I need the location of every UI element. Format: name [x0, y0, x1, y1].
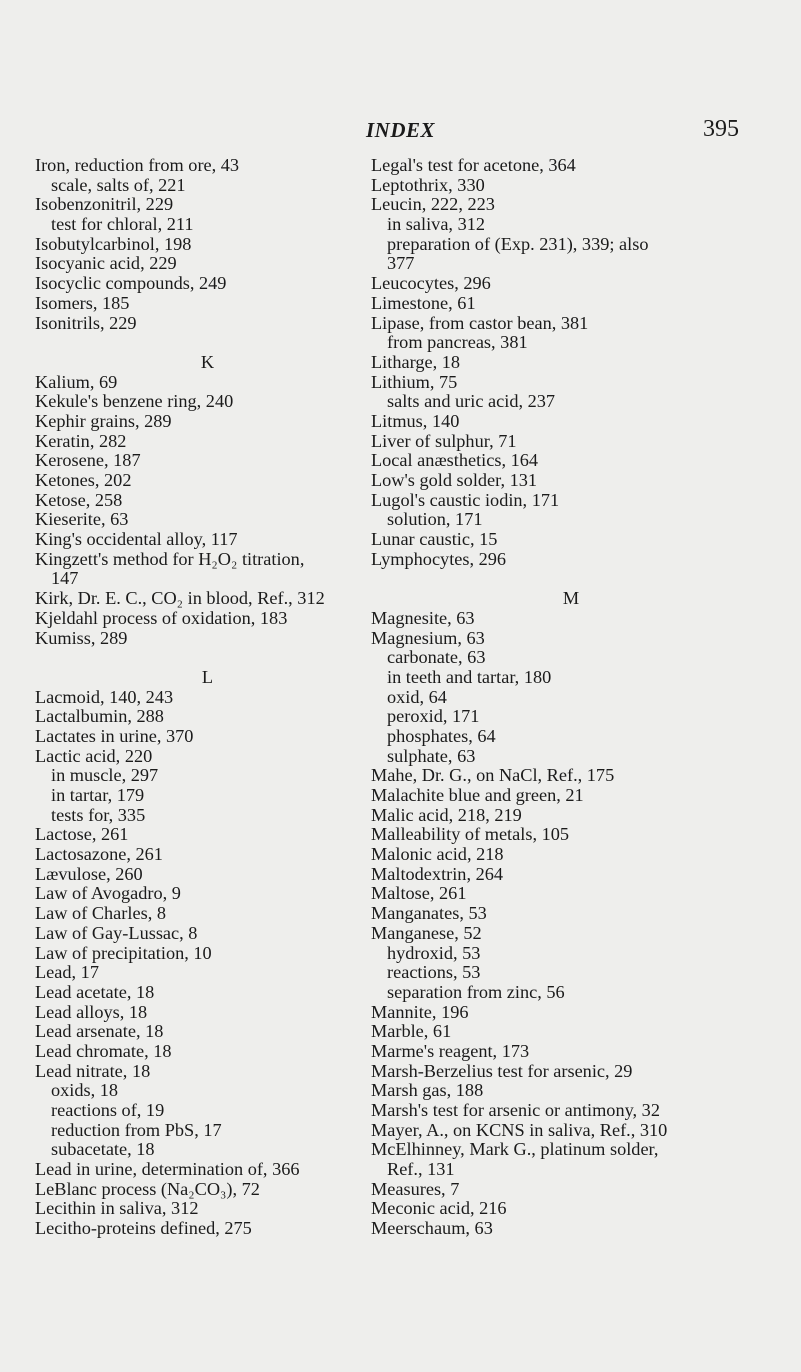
index-subentry: sulphate, 63	[387, 745, 476, 766]
index-entry: Kephir grains, 289	[35, 410, 172, 431]
index-entry: Kirk, Dr. E. C., CO₂ in blood, Ref., 312	[35, 588, 325, 609]
index-entry: Lacmoid, 140, 243	[35, 686, 174, 707]
index-entry: Lead nitrate, 18	[35, 1060, 151, 1081]
section-gap	[35, 648, 380, 668]
section-letter: L	[201, 666, 214, 687]
section-gap	[35, 333, 380, 353]
index-entry: Isomers, 185	[35, 292, 130, 313]
index-subentry: oxids, 18	[51, 1080, 119, 1101]
index-entry: Kieserite, 63	[35, 509, 129, 530]
index-entry: Lecithin in saliva, 312	[35, 1198, 199, 1219]
index-subentry: in muscle, 297	[51, 765, 159, 786]
index-entry: Isocyclic compounds, 249	[35, 273, 227, 294]
index-subentry: tests for, 335	[51, 804, 146, 825]
index-entry: Lymphocytes, 296	[371, 548, 507, 569]
index-subentry: subacetate, 18	[51, 1139, 155, 1160]
section-letter: M	[562, 588, 580, 609]
index-entry: Isobutylcarbinol, 198	[35, 233, 192, 254]
index-entry: Litmus, 140	[371, 410, 460, 431]
page-number: 395	[703, 116, 739, 142]
index-entry: Lugol's caustic iodin, 171	[371, 489, 560, 510]
index-entry: Litharge, 18	[371, 351, 461, 372]
index-entry: Isobenzonitril, 229	[35, 194, 174, 215]
index-subentry: peroxid, 171	[387, 706, 480, 727]
index-subentry: 147	[51, 568, 79, 589]
index-subentry: reactions, 53	[387, 962, 481, 983]
page-title: INDEX	[365, 118, 436, 142]
index-entry: Keratin, 282	[35, 430, 127, 451]
index-entry: Isocyanic acid, 229	[35, 253, 177, 274]
index-entry: Lead, 17	[35, 962, 99, 983]
index-entry: Maltose, 261	[371, 883, 467, 904]
index-entry: Iron, reduction from ore, 43	[35, 155, 240, 175]
index-subentry: phosphates, 64	[387, 725, 496, 746]
index-entry: Legal's test for acetone, 364	[371, 155, 576, 175]
index-entry: Magnesite, 63	[371, 607, 475, 628]
index-subentry: reactions of, 19	[51, 1100, 165, 1120]
index-subentry: Ref., 131	[387, 1159, 455, 1180]
index-entry: Marme's reagent, 173	[371, 1040, 530, 1061]
index-entry: Lævulose, 260	[35, 863, 143, 884]
index-entry: Marble, 61	[371, 1021, 452, 1042]
index-entry: Measures, 7	[371, 1178, 460, 1199]
index-entry: Liver of sulphur, 71	[371, 430, 517, 451]
index-entry: Lunar caustic, 15	[371, 529, 498, 550]
index-entry: Kalium, 69	[35, 371, 118, 392]
index-entry: Magnesium, 63	[371, 627, 485, 648]
index-column-right	[371, 156, 771, 1239]
index-entry: Lactose, 261	[35, 824, 129, 845]
index-entry: Meerschaum, 63	[371, 1218, 493, 1239]
index-entry: Ketones, 202	[35, 470, 132, 490]
index-entry: Isonitrils, 229	[35, 312, 137, 333]
index-entry: Leucin, 222, 223	[371, 194, 495, 215]
index-entry: Kingzett's method for H₂O₂ titration,	[35, 548, 305, 569]
index-subentry: hydroxid, 53	[387, 942, 481, 963]
index-subentry: 377	[387, 253, 415, 274]
index-subentry: oxid, 64	[387, 686, 447, 707]
index-entry: Limestone, 61	[371, 292, 476, 313]
index-entry: Lactalbumin, 288	[35, 706, 164, 727]
index-entry: King's occidental alloy, 117	[35, 529, 238, 550]
index-entry: Maltodextrin, 264	[371, 863, 504, 884]
index-subentry: solution, 171	[387, 509, 483, 530]
index-entry: Lead acetate, 18	[35, 981, 155, 1002]
index-entry: Lead in urine, determination of, 366	[35, 1159, 300, 1180]
index-entry: Mayer, A., on KCNS in saliva, Ref., 310	[371, 1119, 668, 1140]
index-column-left	[35, 156, 380, 1239]
index-entry: Lipase, from castor bean, 381	[371, 312, 589, 333]
index-entry: Manganese, 52	[371, 922, 482, 943]
index-entry: Mannite, 196	[371, 1001, 469, 1022]
index-subentry: from pancreas, 381	[387, 332, 528, 353]
index-entry: Law of Gay-Lussac, 8	[35, 922, 198, 943]
index-entry: Manganates, 53	[371, 903, 487, 924]
index-subentry: test for chloral, 211	[51, 214, 194, 235]
index-entry: Low's gold solder, 131	[371, 470, 538, 490]
index-entry: Kjeldahl process of oxidation, 183	[35, 607, 288, 628]
index-subentry: carbonate, 63	[387, 647, 486, 668]
index-entry: Law of Charles, 8	[35, 903, 166, 924]
index-entry: Kerosene, 187	[35, 450, 141, 471]
index-entry: Malic acid, 218, 219	[371, 804, 522, 825]
index-subentry: separation from zinc, 56	[387, 981, 565, 1002]
index-entry: Ketose, 258	[35, 489, 123, 510]
index-entry: Marsh-Berzelius test for arsenic, 29	[371, 1060, 633, 1081]
index-entry: Marsh gas, 188	[371, 1080, 484, 1101]
index-entry: Malachite blue and green, 21	[371, 785, 584, 805]
index-entry: Leptothrix, 330	[371, 174, 485, 195]
index-subentry: in teeth and tartar, 180	[387, 666, 552, 687]
index-entry: Law of Avogadro, 9	[35, 883, 181, 904]
index-entry: LeBlanc process (Na₂CO₃), 72	[35, 1178, 260, 1199]
index-subentry: in saliva, 312	[387, 214, 485, 235]
index-entry: Lactates in urine, 370	[35, 725, 194, 746]
index-subentry: preparation of (Exp. 231), 339; also	[387, 233, 649, 254]
index-entry: Kumiss, 289	[35, 627, 128, 648]
index-entry: Law of precipitation, 10	[35, 942, 212, 963]
index-entry: Lecitho-proteins defined, 275	[35, 1218, 252, 1239]
index-entry: Kekule's benzene ring, 240	[35, 391, 234, 412]
index-entry: Mahe, Dr. G., on NaCl, Ref., 175	[371, 765, 615, 786]
index-entry: Malleability of metals, 105	[371, 824, 570, 845]
index-entry: Lithium, 75	[371, 371, 458, 392]
index-subentry: scale, salts of, 221	[51, 174, 186, 195]
section-letter: K	[200, 351, 215, 372]
index-entry: Lead chromate, 18	[35, 1040, 172, 1061]
index-subentry: reduction from PbS, 17	[51, 1119, 222, 1140]
index-entry: Leucocytes, 296	[371, 273, 491, 294]
index-entry: Marsh's test for arsenic or antimony, 32	[371, 1100, 660, 1120]
index-entry: Malonic acid, 218	[371, 844, 504, 865]
index-entry: Local anæsthetics, 164	[371, 450, 539, 471]
index-subentry: salts and uric acid, 237	[387, 391, 556, 412]
index-entry: Lead alloys, 18	[35, 1001, 148, 1022]
section-gap	[371, 569, 771, 589]
index-subentry: in tartar, 179	[51, 785, 145, 805]
index-entry: Lactosazone, 261	[35, 844, 163, 865]
index-entry: Lactic acid, 220	[35, 745, 153, 766]
index-entry: Meconic acid, 216	[371, 1198, 507, 1219]
index-entry: McElhinney, Mark G., platinum solder,	[371, 1139, 659, 1160]
index-entry: Lead arsenate, 18	[35, 1021, 164, 1042]
